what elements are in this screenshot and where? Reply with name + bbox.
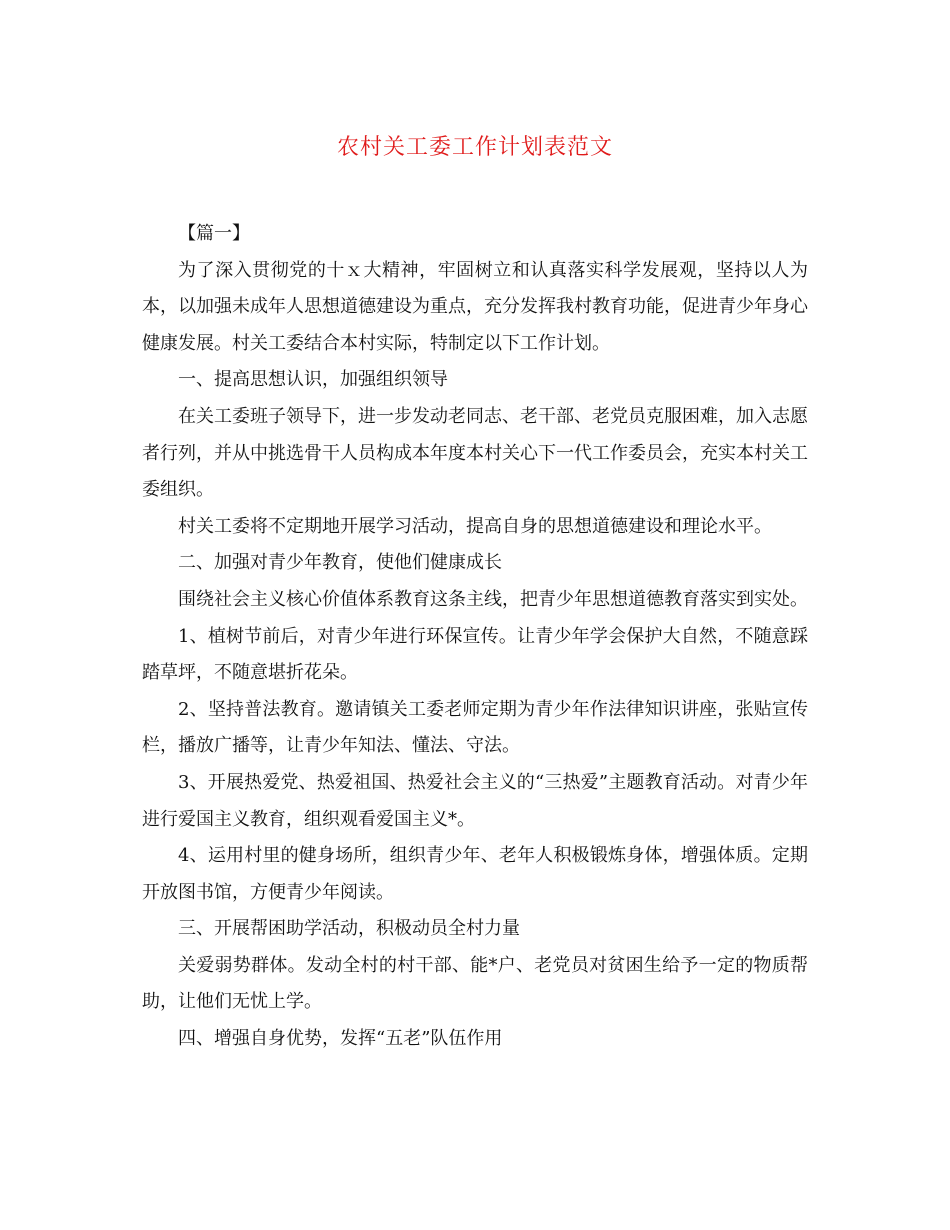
heading-2: 二、加强对青少年教育，使他们健康成长 [178, 552, 502, 574]
list-item: 2、坚持普法教育。邀请镇关工委老师定期为青少年作法律知识讲座，张贴宣传栏，播放广播等，让青少年知法、懂法、守法。 [142, 698, 808, 757]
list-item: 1、植树节前后，对青少年进行环保宣传。让青少年学会保护大自然，不随意踩踏草坪，不随意堪折花朵。 [142, 625, 808, 684]
paragraph: 村关工委将不定期地开展学习活动，提高自身的思想道德建设和理论水平。 [178, 515, 772, 537]
heading-3: 三、开展帮困助学活动，积极动员全村力量 [178, 918, 520, 940]
paragraph: 在关工委班子领导下，进一步发动老同志、老干部、老党员克服困难，加入志愿者行列，并从中挑选骨干人员构成本年度本村关心下一代工作委员会，充实本村关工委组织。 [142, 405, 808, 501]
list-item: 4、运用村里的健身场所，组织青少年、老年人积极锻炼身体，增强体质。定期开放图书馆，方便青少年阅读。 [142, 845, 808, 903]
list-item: 3、开展热爱党、热爱祖国、热爱社会主义的“三热爱”主题教育活动。对青少年进行爱国主义教育，组织观看爱国主义*。 [142, 771, 808, 830]
document-body [142, 216, 808, 1058]
paragraph: 围绕社会主义核心价值体系教育这条主线，把青少年思想道德教育落实到实处。 [178, 588, 808, 610]
paragraph: 关爱弱势群体。发动全村的村干部、能*户、老党员对贫困生给予一定的物质帮助，让他们无忧上学。 [142, 954, 808, 1013]
heading-1: 一、提高思想认识，加强组织领导 [178, 369, 448, 391]
heading-4: 四、增强自身优势，发挥“五老”队伍作用 [178, 1028, 503, 1050]
document-title: 农村关工委工作计划表范文 [336, 135, 613, 160]
intro-paragraph: 为了深入贯彻党的十ｘ大精神，牢固树立和认真落实科学发展观，坚持以人为本，以加强未成年人思想道德建设为重点，充分发挥我村教育功能，促进青少年身心健康发展。村关工委结合本村实际，特制定以下工作计划。 [142, 259, 808, 354]
section-label: 【篇一】 [178, 223, 250, 244]
